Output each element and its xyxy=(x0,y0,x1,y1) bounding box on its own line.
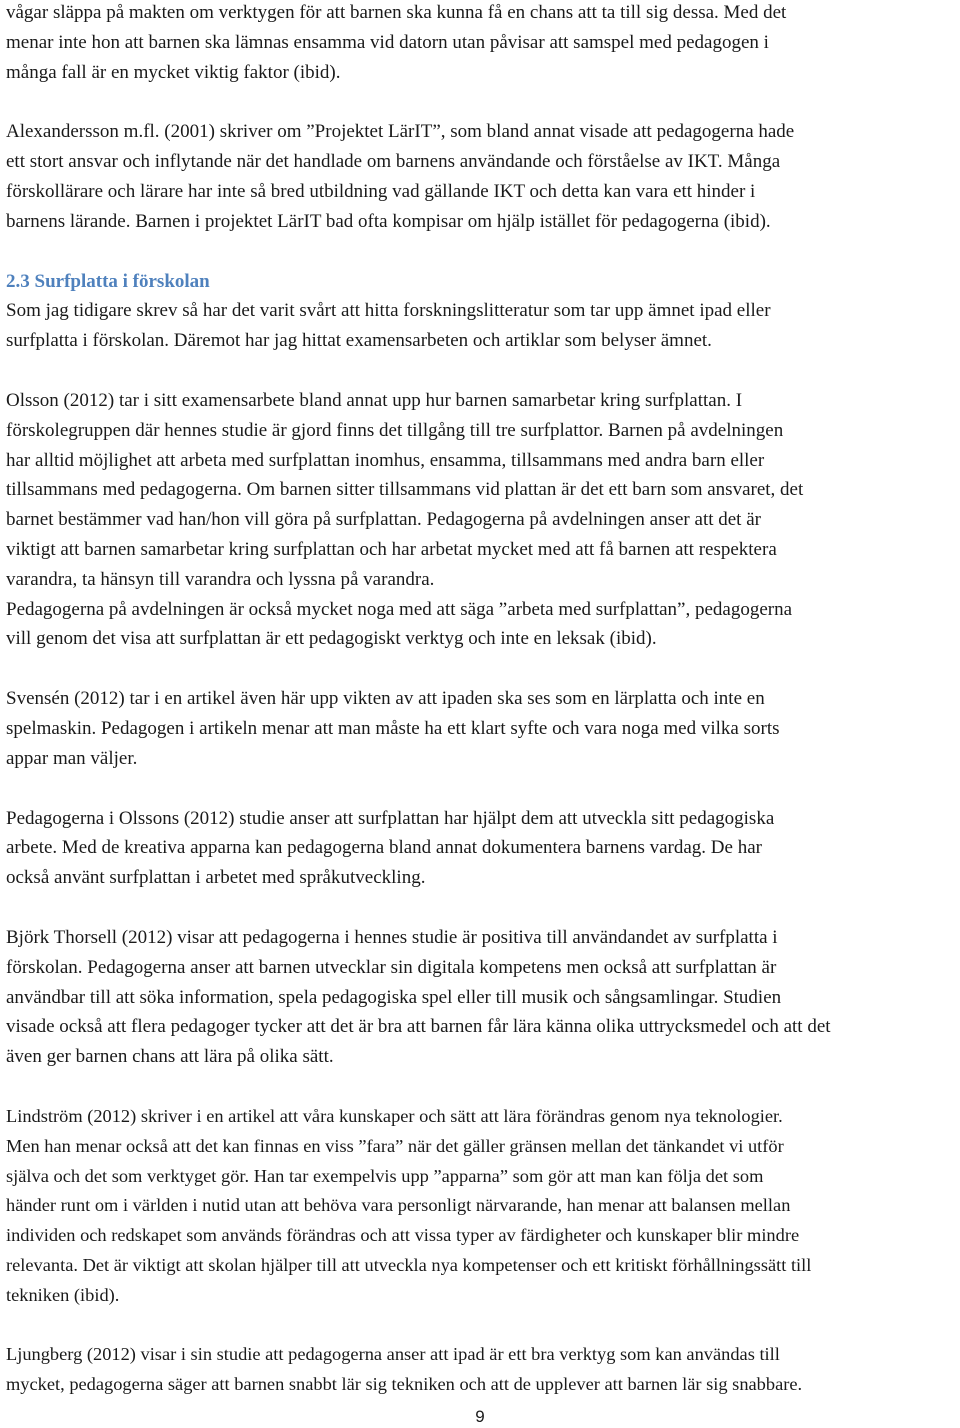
page-number: 9 xyxy=(475,1407,485,1426)
text-line: Björk Thorsell (2012) visar att pedagogerna i hennes studie är positiva till användandet av surfplatta i xyxy=(6,926,778,948)
text-line: viktigt att barnen samarbetar kring surfplattan och har arbetat mycket med att få barnen att respektera xyxy=(6,538,777,560)
text-line: menar inte hon att barnen ska lämnas ensamma vid datorn utan påvisar att samspel med pedagogen i xyxy=(6,31,769,53)
text-line: arbete. Med de kreativa apparna kan pedagogerna bland annat dokumentera barnens vardag. De har xyxy=(6,837,762,859)
text-line: förskollärare och lärare har inte så bred utbildning vad gällande IKT och detta kan vara ett hinder i xyxy=(6,180,756,202)
text-line: spelmaskin. Pedagogen i artikeln menar att man måste ha ett klart syfte och vara noga med vilka sorts xyxy=(6,717,780,739)
text-line: förskolan. Pedagogerna anser att barnen utvecklar sin digitala kompetens men också att surfplattan är xyxy=(6,956,777,978)
text-line: händer runt om i världen i nutid utan att behöva vara personligt närvarande, han menar att balansen mellan xyxy=(6,1195,791,1216)
paragraph xyxy=(6,684,956,773)
text-line: surfplatta i förskolan. Däremot har jag hittat examensarbeten och artiklar som belyser ämnet. xyxy=(6,330,712,352)
text-line: vill genom det visa att surfplattan är ett pedagogiskt verktyg och inte en leksak (ibid). xyxy=(6,628,657,650)
paragraph xyxy=(6,804,956,893)
paragraph xyxy=(6,1340,956,1400)
text-line: barnens lärande. Barnen i projektet LärIT bad ofta kompisar om hjälp istället för pedagogerna (ibid). xyxy=(6,210,771,232)
text-line: Ljungberg (2012) visar i sin studie att pedagogerna anser att ipad är ett bra verktyg som kan användas till xyxy=(6,1344,780,1365)
section-heading: 2.3 Surfplatta i förskolan xyxy=(6,270,210,292)
paragraph xyxy=(6,923,956,1072)
text-line: ett stort ansvar och inflytande när det handlade om barnens användande och förståelse av IKT. Många xyxy=(6,151,781,173)
text-line: många fall är en mycket viktig faktor (ibid). xyxy=(6,61,341,83)
text-line: tekniken (ibid). xyxy=(6,1284,120,1305)
text-line: själva och det som verktyget gör. Han tar exempelvis upp ”apparna” som gör att man kan följa det som xyxy=(6,1165,764,1186)
text-line: individen och redskapet som används förändras och att vissa typer av färdigheter och kunskaper blir mindre xyxy=(6,1225,800,1246)
text-line: har alltid möjlighet att arbeta med surfplattan inomhus, ensamma, tillsammans med andra barn eller xyxy=(6,449,765,471)
text-line: Men han menar också att det kan finnas en viss ”fara” när det gäller gränsen mellan det tänkandet vi utför xyxy=(6,1135,784,1156)
text-line: Som jag tidigare skrev så har det varit svårt att hitta forskningslitteratur som tar upp ämnet ipad eller xyxy=(6,300,771,322)
text-line: vågar släppa på makten om verktygen för att barnen ska kunna få en chans att ta till sig dessa. Med det xyxy=(6,2,787,23)
paragraph xyxy=(6,296,956,356)
paragraph xyxy=(6,386,956,654)
text-line: tillsammans med pedagogerna. Om barnen sitter tillsammans vid plattan är det ett barn som ansvaret, det xyxy=(6,479,804,501)
text-line: även ger barnen chans att lära på olika sätt. xyxy=(6,1046,334,1068)
text-line: mycket, pedagogerna säger att barnen snabbt lär sig tekniken och att de upplever att barnen lär sig snabbare. xyxy=(6,1374,803,1395)
text-line: också använt surfplattan i arbetet med språkutveckling. xyxy=(6,867,426,889)
text-line: Lindström (2012) skriver i en artikel att våra kunskaper och sätt att lära förändras genom nya teknologier. xyxy=(6,1105,783,1126)
text-line: varandra, ta hänsyn till varandra och lyssna på varandra. xyxy=(6,568,435,590)
text-line: Olsson (2012) tar i sitt examensarbete bland annat upp hur barnen samarbetar kring surfplattan. I xyxy=(6,389,743,411)
paragraph xyxy=(6,1102,956,1311)
text-line: appar man väljer. xyxy=(6,747,138,769)
text-line: användbar till att söka information, spela pedagogiska spel eller till musik och sångsamlingar. Studien xyxy=(6,986,782,1008)
text-line: visade också att flera pedagoger tycker att det är bra att barnen får lära känna olika uttrycksmedel och att det xyxy=(6,1016,831,1038)
document-page xyxy=(6,0,956,1400)
text-line: förskolegruppen där hennes studie är gjord finns det tillgång till tre surfplattor. Barnen på avdelningen xyxy=(6,419,784,441)
text-line: relevanta. Det är viktigt att skolan hjälper till att utveckla nya kompetenser och ett kritiskt förhållningssätt till xyxy=(6,1254,812,1275)
text-line: Pedagogerna på avdelningen är också mycket noga med att säga ”arbeta med surfplattan”, pedagogerna xyxy=(6,598,793,620)
paragraph xyxy=(6,0,956,87)
text-line: Alexandersson m.fl. (2001) skriver om ”Projektet LärIT”, som bland annat visade att pedagogerna hade xyxy=(6,121,795,143)
text-line: Pedagogerna i Olssons (2012) studie anser att surfplattan har hjälpt dem att utveckla sitt pedagogiska xyxy=(6,807,775,829)
text-line: barnet bestämmer vad han/hon vill göra på surfplattan. Pedagogerna på avdelningen anser att det är xyxy=(6,509,761,531)
paragraph xyxy=(6,117,956,236)
text-line: Svensén (2012) tar i en artikel även här upp vikten av att ipaden ska ses som en lärplatta och inte en xyxy=(6,688,765,710)
